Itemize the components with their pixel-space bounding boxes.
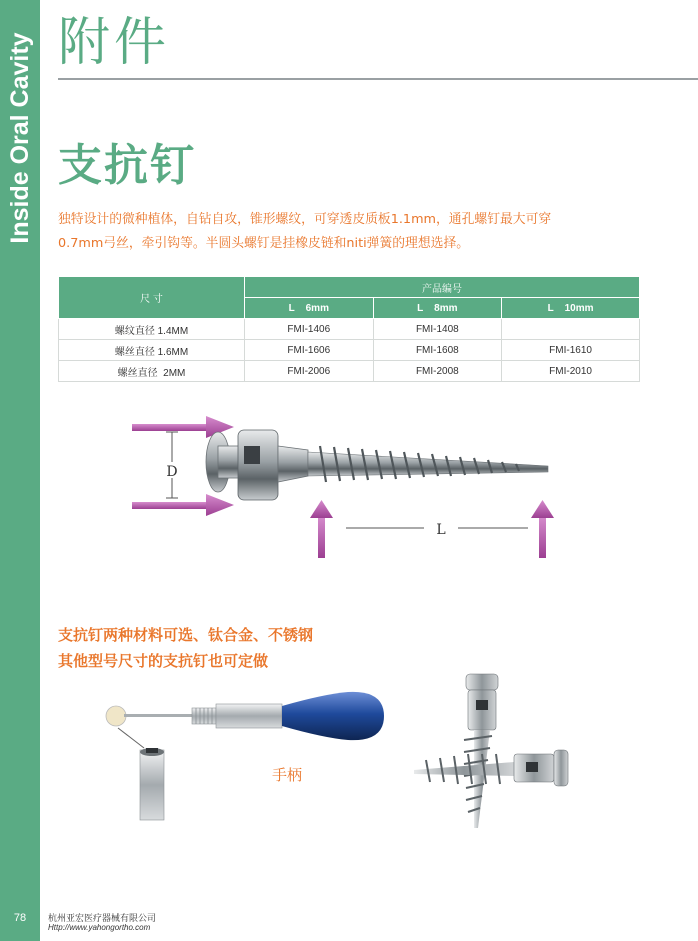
- code-cell: FMI-1406: [245, 319, 374, 340]
- bottom-arrow-icon: [132, 494, 234, 516]
- code-cell: FMI-1606: [245, 340, 374, 361]
- up-arrow-left-icon: [310, 500, 333, 558]
- screw-dimension-diagram: [128, 410, 568, 560]
- table-row: [59, 319, 640, 340]
- product-title: 支抗钉: [58, 140, 196, 191]
- section-title: 附件: [58, 13, 171, 73]
- sidebar-vertical-title: Inside Oral Cavity: [6, 32, 34, 244]
- l-label: L: [436, 522, 446, 538]
- horizontal-screw-icon: [414, 750, 568, 786]
- length-header-10: L 10mm: [502, 298, 640, 319]
- screwdriver-icon: [106, 692, 384, 740]
- product-description: [58, 208, 638, 256]
- code-cell: FMI-2010: [502, 361, 640, 382]
- custom-note: 其他型号尺寸的支抗钉也可定做: [58, 652, 269, 670]
- spec-table: [58, 276, 640, 382]
- material-note: 支抗钉两种材料可选、钛合金、不锈钢: [58, 626, 314, 644]
- length-header-8: L 8mm: [373, 298, 502, 319]
- code-cell: FMI-1408: [373, 319, 502, 340]
- code-cell: FMI-1608: [373, 340, 502, 361]
- driver-tip-icon: [140, 748, 164, 820]
- vertical-screw-icon: [464, 674, 498, 828]
- length-header-6: L 6mm: [245, 298, 374, 319]
- description-line-1: 独特设计的微种植体，自钻自攻，锥形螺纹，可穿透皮质板1.1mm，通孔螺钉最大可穿: [58, 212, 552, 227]
- size-header: 尺 寸: [59, 277, 245, 319]
- size-cell: 螺纹直径 1.4MM: [59, 319, 245, 340]
- title-divider: [58, 78, 698, 80]
- page-number: 78: [13, 912, 27, 924]
- description-line-2: 0.7mm弓丝，牵引钩等。半圆头螺钉是挂橡皮链和niti弹簧的理想选择。: [58, 236, 470, 251]
- handle-label: 手柄: [272, 766, 303, 784]
- size-cell: 螺丝直径 1.6MM: [59, 340, 245, 361]
- code-header: 产品编号: [245, 277, 640, 298]
- size-cell: 螺丝直径 2MM: [59, 361, 245, 382]
- table-row: [59, 340, 640, 361]
- footer-url: Http://www.yahongortho.com: [48, 923, 151, 932]
- code-cell: FMI-1610: [502, 340, 640, 361]
- screw-icon: [206, 430, 548, 500]
- screwdriver-handle-illustration: [98, 686, 398, 826]
- table-row: [59, 361, 640, 382]
- up-arrow-right-icon: [531, 500, 554, 558]
- crossed-screws-illustration: [408, 666, 578, 836]
- code-cell: [502, 319, 640, 340]
- d-label: D: [166, 464, 178, 480]
- code-cell: FMI-2006: [245, 361, 374, 382]
- footer-company: 杭州亚宏医疗器械有限公司: [48, 914, 157, 924]
- table-header-row: [59, 277, 640, 298]
- code-cell: FMI-2008: [373, 361, 502, 382]
